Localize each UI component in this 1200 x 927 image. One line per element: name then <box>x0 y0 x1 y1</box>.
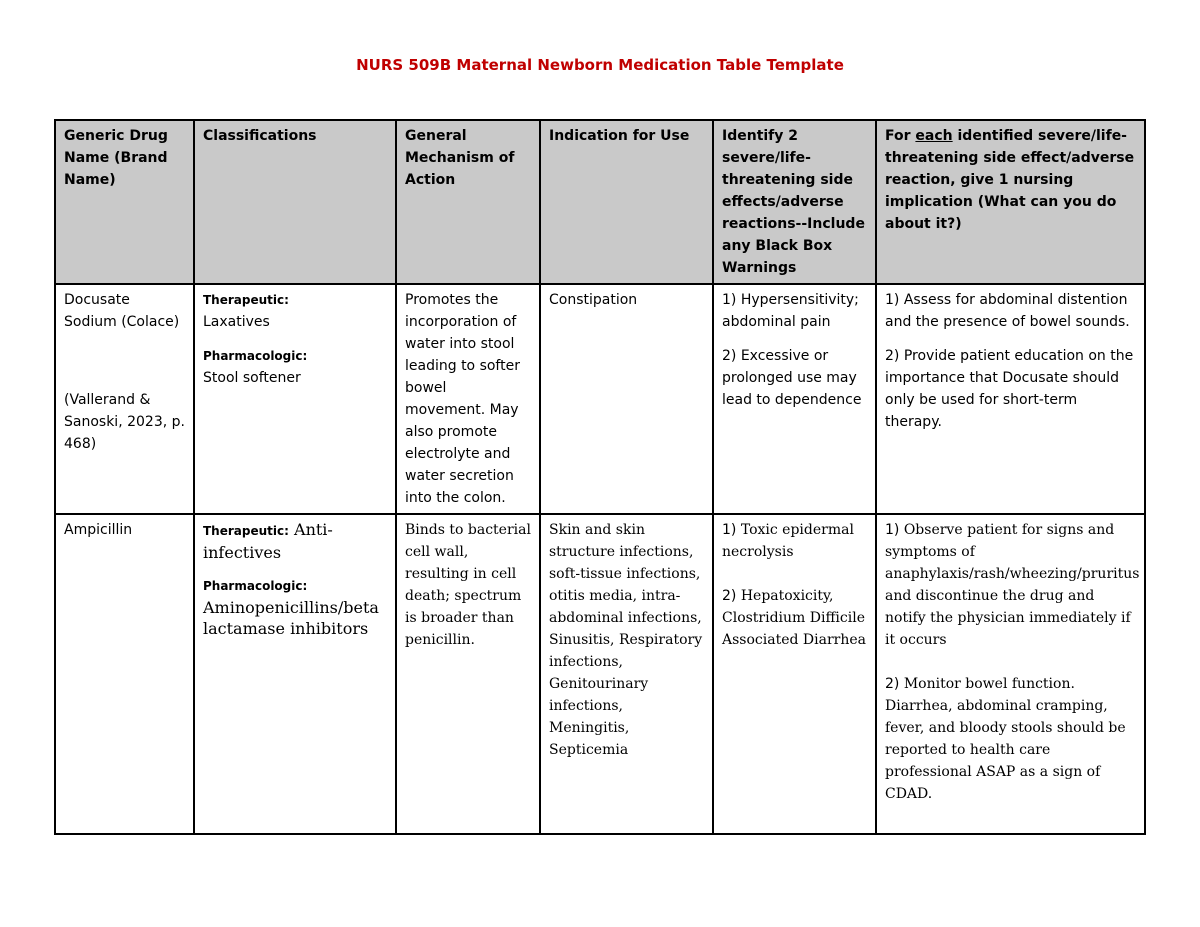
header-generic-name: Generic Drug Name (Brand Name) <box>55 120 194 284</box>
citation: (Vallerand & Sanoski, 2023, p. 468) <box>64 392 185 452</box>
therapeutic-class: Laxatives <box>203 314 270 330</box>
drug-name-cell <box>55 514 194 834</box>
nursing-implication-1: 1) Assess for abdominal distention and the presence of bowel sounds. <box>885 292 1130 330</box>
drug-name-cell <box>55 284 194 514</box>
side-effect-2: 2) Excessive or prolonged use may lead to dependence <box>722 348 862 408</box>
nursing-implication-1: 1) Observe patient for signs and symptoms of anaphylaxis/rash/wheezing/pruritus and discontinue the drug and notify the physician immediately if it occurs <box>885 522 1140 648</box>
nursing-implication-2: 2) Provide patient education on the importance that Docusate should only be used for short-term therapy. <box>885 348 1134 430</box>
side-effect-1: 1) Hypersensitivity; abdominal pain <box>722 292 859 330</box>
side-effects-cell <box>713 514 876 834</box>
medication-table <box>54 119 1146 835</box>
mechanism-cell: Binds to bacterial cell wall, resulting in cell death; spectrum is broader than penicillin. <box>396 514 540 834</box>
therapeutic-label: Therapeutic: <box>203 293 289 307</box>
pharmacologic-class: Aminopenicillins/beta lactamase inhibitors <box>203 598 379 638</box>
pharmacologic-label: Pharmacologic: <box>203 349 308 363</box>
table-row-docusate <box>55 284 1145 514</box>
indication-cell: Skin and skin structure infections, soft-tissue infections, otitis media, intra-abdominal infections, Sinusitis, Respiratory infections, Genitourinary infections, Meningitis, Septicemia <box>540 514 713 834</box>
header-indication: Indication for Use <box>540 120 713 284</box>
table-row-ampicillin <box>55 514 1145 834</box>
nursing-implication-cell <box>876 514 1145 834</box>
indication-cell: Constipation <box>540 284 713 514</box>
side-effects-cell <box>713 284 876 514</box>
drug-name: Docusate Sodium (Colace) <box>64 292 180 330</box>
therapeutic-label: Therapeutic: <box>203 524 289 538</box>
header-side-effects: Identify 2 severe/life-threatening side effects/adverse reactions--Include any Black Box Warnings <box>713 120 876 284</box>
nursing-implication-2: 2) Monitor bowel function. Diarrhea, abdominal cramping, fever, and bloody stools should be reported to health care professional ASAP as a sign of CDAD. <box>885 676 1126 802</box>
drug-name: Ampicillin <box>64 522 133 538</box>
side-effect-2: 2) Hepatoxicity, Clostridium Difficile Associated Diarrhea <box>722 588 866 648</box>
header-nursing-implication: For each identified severe/life-threatening side effect/adverse reaction, give 1 nursing implication (What can you do about it?) <box>876 120 1145 284</box>
pharmacologic-class: Stool softener <box>203 370 301 386</box>
classification-cell <box>194 284 396 514</box>
classification-cell <box>194 514 396 834</box>
header-mechanism: General Mechanism of Action <box>396 120 540 284</box>
header-classifications: Classifications <box>194 120 396 284</box>
document-title: NURS 509B Maternal Newborn Medication Table Template <box>356 56 844 74</box>
pharmacologic-label: Pharmacologic: <box>203 579 308 593</box>
nursing-implication-cell <box>876 284 1145 514</box>
therapeutic-class: Anti-infectives <box>203 520 333 562</box>
mechanism-cell: Promotes the incorporation of water into stool leading to softer bowel movement. May also promote electrolyte and water secretion into the colon. <box>396 284 540 514</box>
side-effect-1: 1) Toxic epidermal necrolysis <box>722 522 854 560</box>
header-row <box>55 120 1145 284</box>
